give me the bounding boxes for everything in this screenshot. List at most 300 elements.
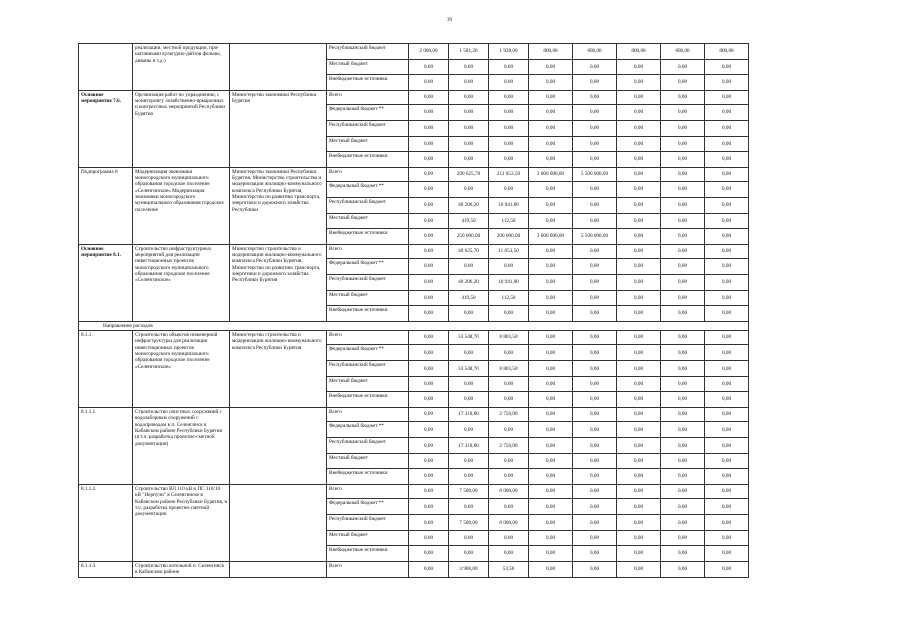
item-code: 8.1.1.2.: [79, 484, 133, 561]
amount-cell: 0,00: [529, 105, 573, 121]
amount-cell: 0,00: [617, 438, 661, 454]
amount-cell: 0,00: [529, 484, 573, 499]
amount-cell: 0,00: [529, 182, 573, 198]
amount-cell: 0,00: [705, 151, 749, 167]
funding-source: Внебюджетные источники: [327, 468, 409, 484]
amount-cell: 0,00: [661, 60, 705, 75]
amount-cell: 0,00: [529, 151, 573, 167]
amount-cell: 0,00: [617, 198, 661, 214]
amount-cell: 0,00: [409, 484, 449, 499]
amount-cell: 7 500,00: [449, 484, 489, 499]
amount-cell: 0,00: [617, 151, 661, 167]
table-row: [79, 90, 749, 105]
amount-cell: 3 900,00: [449, 561, 489, 577]
amount-cell: 0,00: [489, 74, 529, 90]
amount-cell: 0,00: [705, 214, 749, 229]
amount-cell: 0,00: [705, 60, 749, 75]
funding-source: Республиканский бюджет: [327, 275, 409, 291]
amount-cell: 0,00: [705, 90, 749, 105]
amount-cell: 0,00: [529, 214, 573, 229]
amount-cell: 0,00: [573, 60, 617, 75]
amount-cell: 0,00: [617, 121, 661, 137]
amount-cell: 0,00: [489, 531, 529, 546]
amount-cell: 800,00: [661, 44, 705, 60]
amount-cell: 0,00: [529, 60, 573, 75]
table-row: [79, 244, 749, 259]
amount-cell: 0,00: [661, 407, 705, 422]
amount-cell: 0,00: [705, 438, 749, 454]
amount-cell: 0,00: [705, 198, 749, 214]
amount-cell: 0,00: [573, 515, 617, 531]
amount-cell: 0,00: [661, 137, 705, 152]
amount-cell: 0,00: [409, 244, 449, 259]
amount-cell: 0,00: [661, 275, 705, 291]
funding-source: Республиканский бюджет: [327, 121, 409, 137]
amount-cell: 0,00: [705, 515, 749, 531]
amount-cell: 0,00: [573, 438, 617, 454]
amount-cell: 0,00: [529, 391, 573, 407]
amount-cell: 6 000,00: [489, 515, 529, 531]
amount-cell: 0,00: [661, 151, 705, 167]
amount-cell: 0,00: [529, 468, 573, 484]
amount-cell: 40 625,70: [449, 244, 489, 259]
amount-cell: 0,00: [489, 105, 529, 121]
funding-source: Федеральный бюджет **: [327, 182, 409, 198]
amount-cell: 10 941,00: [489, 275, 529, 291]
amount-cell: 0,00: [573, 484, 617, 499]
amount-cell: 0,00: [529, 291, 573, 306]
amount-cell: 0,00: [409, 305, 449, 321]
amount-cell: 0,00: [409, 121, 449, 137]
amount-cell: 0,00: [661, 545, 705, 561]
amount-cell: 0,00: [449, 105, 489, 121]
amount-cell: 0,00: [661, 345, 705, 361]
amount-cell: 6 000,00: [489, 484, 529, 499]
amount-cell: 0,00: [573, 361, 617, 377]
amount-cell: 800,00: [529, 44, 573, 60]
amount-cell: 0,00: [573, 330, 617, 345]
amount-cell: 0,00: [409, 291, 449, 306]
funding-source: Федеральный бюджет **: [327, 499, 409, 515]
amount-cell: 0,00: [705, 361, 749, 377]
item-name: Строительство котельной п. Селенгинск в Кабанском районе: [133, 561, 230, 577]
amount-cell: 0,00: [617, 90, 661, 105]
amount-cell: 800,00: [705, 44, 749, 60]
amount-cell: 0,00: [617, 361, 661, 377]
funding-source: Внебюджетные источники: [327, 74, 409, 90]
amount-cell: 0,00: [449, 182, 489, 198]
amount-cell: 0,00: [705, 407, 749, 422]
amount-cell: 0,00: [409, 499, 449, 515]
amount-cell: 0,00: [409, 345, 449, 361]
funding-source: Республиканский бюджет: [327, 44, 409, 60]
funding-source: Всего: [327, 330, 409, 345]
item-code: 8.1.1.1.: [79, 407, 133, 484]
funding-source: Всего: [327, 484, 409, 499]
amount-cell: 0,00: [661, 422, 705, 438]
amount-cell: 0,00: [705, 422, 749, 438]
budget-table: [78, 43, 749, 578]
amount-cell: 0,00: [409, 422, 449, 438]
amount-cell: 17 310,00: [449, 438, 489, 454]
item-executor: Министерство строительства и модернизации жилищно-коммунального комплекса Республики Бурятия, Министерство по развитию транспорта, энергетики и дорожного хозяйства Республики Бурятия: [230, 244, 327, 321]
amount-cell: 0,00: [617, 377, 661, 392]
amount-cell: 0,00: [661, 244, 705, 259]
funding-source: Внебюджетные источники: [327, 391, 409, 407]
amount-cell: 0,00: [573, 198, 617, 214]
amount-cell: 33 548,70: [449, 361, 489, 377]
amount-cell: 0,00: [409, 137, 449, 152]
amount-cell: 0,00: [617, 244, 661, 259]
item-name: Строительство объектов инженерной инфраструктуры для реализации инвестиционных проектов моногородского муниципального образования городское поселение «Селенгинское»: [133, 330, 230, 407]
amount-cell: 0,00: [409, 167, 449, 182]
funding-source: Всего: [327, 244, 409, 259]
amount-cell: 0,00: [661, 105, 705, 121]
amount-cell: 0,00: [489, 499, 529, 515]
amount-cell: 0,00: [409, 561, 449, 577]
amount-cell: 0,00: [409, 454, 449, 469]
amount-cell: 0,00: [489, 422, 529, 438]
amount-cell: 5 500 000,00: [573, 228, 617, 244]
funding-source: Внебюджетные источники: [327, 545, 409, 561]
amount-cell: 0,00: [573, 531, 617, 546]
amount-cell: 0,00: [617, 545, 661, 561]
amount-cell: 3 000 000,00: [529, 228, 573, 244]
amount-cell: 0,00: [705, 531, 749, 546]
amount-cell: 0,00: [409, 74, 449, 90]
amount-cell: 0,00: [529, 244, 573, 259]
amount-cell: 0,00: [409, 259, 449, 275]
amount-cell: 0,00: [573, 121, 617, 137]
amount-cell: 0,00: [529, 330, 573, 345]
amount-cell: 0,00: [705, 484, 749, 499]
amount-cell: 0,00: [489, 121, 529, 137]
amount-cell: 0,00: [661, 198, 705, 214]
amount-cell: 0,00: [409, 198, 449, 214]
amount-cell: 0,00: [449, 259, 489, 275]
amount-cell: 0,00: [617, 468, 661, 484]
amount-cell: 0,00: [573, 305, 617, 321]
amount-cell: 0,00: [617, 74, 661, 90]
funding-source: Всего: [327, 407, 409, 422]
amount-cell: 0,00: [573, 561, 617, 577]
amount-cell: 0,00: [529, 90, 573, 105]
amount-cell: 0,00: [705, 468, 749, 484]
amount-cell: 0,00: [661, 391, 705, 407]
amount-cell: 0,00: [529, 121, 573, 137]
amount-cell: 0,00: [409, 545, 449, 561]
amount-cell: 211 053,50: [489, 167, 529, 182]
amount-cell: 0,00: [409, 228, 449, 244]
amount-cell: 0,00: [449, 545, 489, 561]
amount-cell: 0,00: [617, 214, 661, 229]
amount-cell: 0,00: [409, 90, 449, 105]
amount-cell: 419,50: [449, 214, 489, 229]
amount-cell: 0,00: [529, 198, 573, 214]
amount-cell: 0,00: [529, 561, 573, 577]
amount-cell: 0,00: [617, 499, 661, 515]
item-executor: Министерство строительства и модернизации жилищно-коммунального комплекса Республики Бурятия: [230, 330, 327, 407]
amount-cell: 0,00: [409, 468, 449, 484]
amount-cell: 0,00: [573, 151, 617, 167]
amount-cell: 0,00: [529, 515, 573, 531]
amount-cell: 0,00: [617, 330, 661, 345]
amount-cell: 0,00: [661, 305, 705, 321]
amount-cell: 0,00: [617, 345, 661, 361]
amount-cell: 800,00: [573, 44, 617, 60]
item-code: Основное мероприятие 8.1.: [79, 244, 133, 321]
amount-cell: 0,00: [705, 228, 749, 244]
amount-cell: 0,00: [529, 74, 573, 90]
item-name: Строительство очистных сооружений с водозаборным сооружений с водопроводом в п. Селенгинск в Кабанском районе Республики Бурятия (в т.ч. разработка проектно-сметной документации): [133, 407, 230, 484]
amount-cell: 0,00: [661, 499, 705, 515]
item-name: реализации, местной продукции, при-шатанными культурно-дайтов фольны, диваны и т.д.): [133, 44, 230, 91]
amount-cell: 0,00: [705, 345, 749, 361]
amount-cell: 0,00: [449, 74, 489, 90]
amount-cell: 1 928,00: [489, 44, 529, 60]
amount-cell: 0,00: [489, 137, 529, 152]
amount-cell: 1 581,20: [449, 44, 489, 60]
table-row: [79, 561, 749, 577]
amount-cell: 0,00: [573, 137, 617, 152]
funding-source: Внебюджетные источники: [327, 305, 409, 321]
amount-cell: 0,00: [573, 275, 617, 291]
amount-cell: 0,00: [529, 377, 573, 392]
amount-cell: 0,00: [449, 305, 489, 321]
amount-cell: 0,00: [573, 454, 617, 469]
funding-source: Федеральный бюджет **: [327, 259, 409, 275]
amount-cell: 0,00: [705, 454, 749, 469]
amount-cell: 0,00: [705, 182, 749, 198]
amount-cell: 0,00: [489, 60, 529, 75]
amount-cell: 0,00: [573, 244, 617, 259]
amount-cell: 0,00: [489, 345, 529, 361]
amount-cell: 0,00: [449, 345, 489, 361]
funding-source: Местный бюджет: [327, 60, 409, 75]
funding-source: Федеральный бюджет **: [327, 422, 409, 438]
funding-source: Республиканский бюджет: [327, 438, 409, 454]
amount-cell: 0,00: [705, 121, 749, 137]
funding-source: Республиканский бюджет: [327, 361, 409, 377]
funding-source: Внебюджетные источники: [327, 228, 409, 244]
amount-cell: 0,00: [661, 167, 705, 182]
item-code: Основное мероприятие 7.6.: [79, 90, 133, 167]
item-executor: [230, 484, 327, 561]
amount-cell: 0,00: [661, 484, 705, 499]
amount-cell: 0,00: [617, 275, 661, 291]
amount-cell: 0,00: [449, 422, 489, 438]
amount-cell: 0,00: [529, 345, 573, 361]
funding-source: Республиканский бюджет: [327, 515, 409, 531]
amount-cell: 8 803,50: [489, 330, 529, 345]
amount-cell: 0,00: [617, 391, 661, 407]
amount-cell: 0,00: [617, 422, 661, 438]
amount-cell: 250 000,00: [449, 228, 489, 244]
amount-cell: 0,00: [705, 291, 749, 306]
amount-cell: 0,00: [489, 90, 529, 105]
amount-cell: 0,00: [409, 182, 449, 198]
item-executor: Министерство экономики Республики Бурятия, Министерство строительства и модернизации жилищно-коммунального комплекса Республики Бурятия, Министерство по развитию транспорта, энергетики и дорожного хозяйства Республики: [230, 167, 327, 244]
item-executor: [230, 561, 327, 577]
amount-cell: 0,00: [529, 407, 573, 422]
amount-cell: 0,00: [409, 361, 449, 377]
amount-cell: 0,00: [573, 377, 617, 392]
amount-cell: 0,00: [409, 275, 449, 291]
amount-cell: 0,00: [661, 468, 705, 484]
amount-cell: 0,00: [705, 244, 749, 259]
amount-cell: 7 500,00: [449, 515, 489, 531]
funding-source: Всего: [327, 167, 409, 182]
amount-cell: 0,00: [661, 90, 705, 105]
amount-cell: 0,00: [449, 137, 489, 152]
amount-cell: 0,00: [705, 105, 749, 121]
amount-cell: 0,00: [409, 438, 449, 454]
amount-cell: 0,00: [705, 330, 749, 345]
amount-cell: 0,00: [661, 377, 705, 392]
amount-cell: 0,00: [661, 214, 705, 229]
amount-cell: 0,00: [409, 377, 449, 392]
funding-source: Федеральный бюджет **: [327, 105, 409, 121]
amount-cell: 0,00: [617, 454, 661, 469]
amount-cell: 33 548,70: [449, 330, 489, 345]
amount-cell: 0,00: [573, 259, 617, 275]
amount-cell: 0,00: [449, 90, 489, 105]
amount-cell: 0,00: [489, 182, 529, 198]
amount-cell: 2 750,00: [489, 407, 529, 422]
amount-cell: 0,00: [705, 499, 749, 515]
item-name: Строительство ВЛ 110 кВ и ПС 110/10 кВ "Нерпучи" в Селенгинске в Кабанском районе Республики Бурятия, в т.ч. разработка проектно-сметной документации: [133, 484, 230, 561]
amount-cell: 0,00: [617, 515, 661, 531]
amount-cell: 0,00: [573, 545, 617, 561]
table-row: [79, 44, 749, 60]
amount-cell: 0,00: [661, 561, 705, 577]
amount-cell: 0,00: [529, 422, 573, 438]
amount-cell: 0,00: [529, 137, 573, 152]
amount-cell: 2 750,00: [489, 438, 529, 454]
table-row: [79, 407, 749, 422]
amount-cell: 0,00: [705, 391, 749, 407]
amount-cell: 0,00: [529, 499, 573, 515]
amount-cell: 0,00: [573, 422, 617, 438]
funding-source: Республиканский бюджет: [327, 198, 409, 214]
item-executor: [230, 407, 327, 484]
item-name: Строительство инфраструктурных мероприятий для реализации инвестиционных проектов моногородского муниципального образования городское поселение «Селенгинское»: [133, 244, 230, 321]
amount-cell: 0,00: [661, 361, 705, 377]
amount-cell: 0,00: [705, 561, 749, 577]
amount-cell: 0,00: [617, 531, 661, 546]
amount-cell: 0,00: [661, 182, 705, 198]
amount-cell: 0,00: [617, 484, 661, 499]
amount-cell: 0,00: [573, 214, 617, 229]
amount-cell: 0,00: [529, 305, 573, 321]
amount-cell: 0,00: [449, 531, 489, 546]
amount-cell: 0,00: [409, 531, 449, 546]
amount-cell: 0,00: [449, 468, 489, 484]
amount-cell: 0,00: [409, 330, 449, 345]
amount-cell: 290 625,70: [449, 167, 489, 182]
amount-cell: 0,00: [409, 214, 449, 229]
item-code: 8.1.1.3.: [79, 561, 133, 577]
amount-cell: 0,00: [529, 275, 573, 291]
amount-cell: 0,00: [449, 499, 489, 515]
amount-cell: 0,00: [529, 545, 573, 561]
amount-cell: 200 000,00: [489, 228, 529, 244]
amount-cell: 0,00: [661, 454, 705, 469]
amount-cell: 17 310,00: [449, 407, 489, 422]
amount-cell: 0,00: [489, 454, 529, 469]
amount-cell: 0,00: [529, 361, 573, 377]
item-name: Организация работ по упразднению, с мониторингу хозяйственно-ярмарочных и конгрессных мероприятий Республики Бурятия: [133, 90, 230, 167]
amount-cell: 0,00: [705, 167, 749, 182]
amount-cell: 0,00: [573, 391, 617, 407]
item-executor: [230, 44, 327, 91]
amount-cell: 0,00: [661, 531, 705, 546]
amount-cell: 5 500 000,00: [573, 167, 617, 182]
amount-cell: 0,00: [661, 228, 705, 244]
amount-cell: 0,00: [489, 391, 529, 407]
funding-source: Федеральный бюджет **: [327, 345, 409, 361]
table-row: [79, 167, 749, 182]
funding-source: Местный бюджет: [327, 377, 409, 392]
page-number: 39: [447, 18, 452, 23]
amount-cell: 0,00: [617, 291, 661, 306]
amount-cell: 0,00: [661, 121, 705, 137]
amount-cell: 0,00: [489, 151, 529, 167]
amount-cell: 0,00: [573, 90, 617, 105]
amount-cell: 0,00: [661, 330, 705, 345]
amount-cell: 0,00: [573, 291, 617, 306]
funding-source: Местный бюджет: [327, 454, 409, 469]
funding-source: Всего: [327, 561, 409, 577]
amount-cell: 0,00: [529, 259, 573, 275]
amount-cell: 0,00: [573, 468, 617, 484]
amount-cell: 0,00: [617, 182, 661, 198]
amount-cell: 0,00: [617, 305, 661, 321]
amount-cell: 0,00: [705, 259, 749, 275]
funding-source: Местный бюджет: [327, 137, 409, 152]
funding-source: Внебюджетные источники: [327, 151, 409, 167]
amount-cell: 0,00: [617, 561, 661, 577]
amount-cell: 0,00: [705, 305, 749, 321]
amount-cell: 0,00: [489, 545, 529, 561]
amount-cell: 3 000 000,00: [529, 167, 573, 182]
amount-cell: 0,00: [449, 60, 489, 75]
amount-cell: 53,50: [489, 561, 529, 577]
amount-cell: 0,00: [489, 468, 529, 484]
amount-cell: 0,00: [573, 105, 617, 121]
table-row: [79, 484, 749, 499]
amount-cell: 0,00: [449, 454, 489, 469]
amount-cell: 0,00: [449, 121, 489, 137]
amount-cell: 0,00: [449, 377, 489, 392]
amount-cell: 40 206,20: [449, 198, 489, 214]
amount-cell: 0,00: [705, 74, 749, 90]
item-executor: Министерство экономики Республики Бурятия: [230, 90, 327, 167]
amount-cell: 0,00: [661, 438, 705, 454]
amount-cell: 8 803,50: [489, 361, 529, 377]
amount-cell: 0,00: [705, 545, 749, 561]
amount-cell: 0,00: [449, 151, 489, 167]
item-code: [79, 44, 133, 91]
amount-cell: 0,00: [489, 305, 529, 321]
amount-cell: 0,00: [617, 228, 661, 244]
amount-cell: 0,00: [573, 407, 617, 422]
funding-source: Местный бюджет: [327, 214, 409, 229]
amount-cell: 2 000,00: [409, 44, 449, 60]
funding-source: Местный бюджет: [327, 291, 409, 306]
amount-cell: 0,00: [573, 74, 617, 90]
funding-source: Всего: [327, 90, 409, 105]
